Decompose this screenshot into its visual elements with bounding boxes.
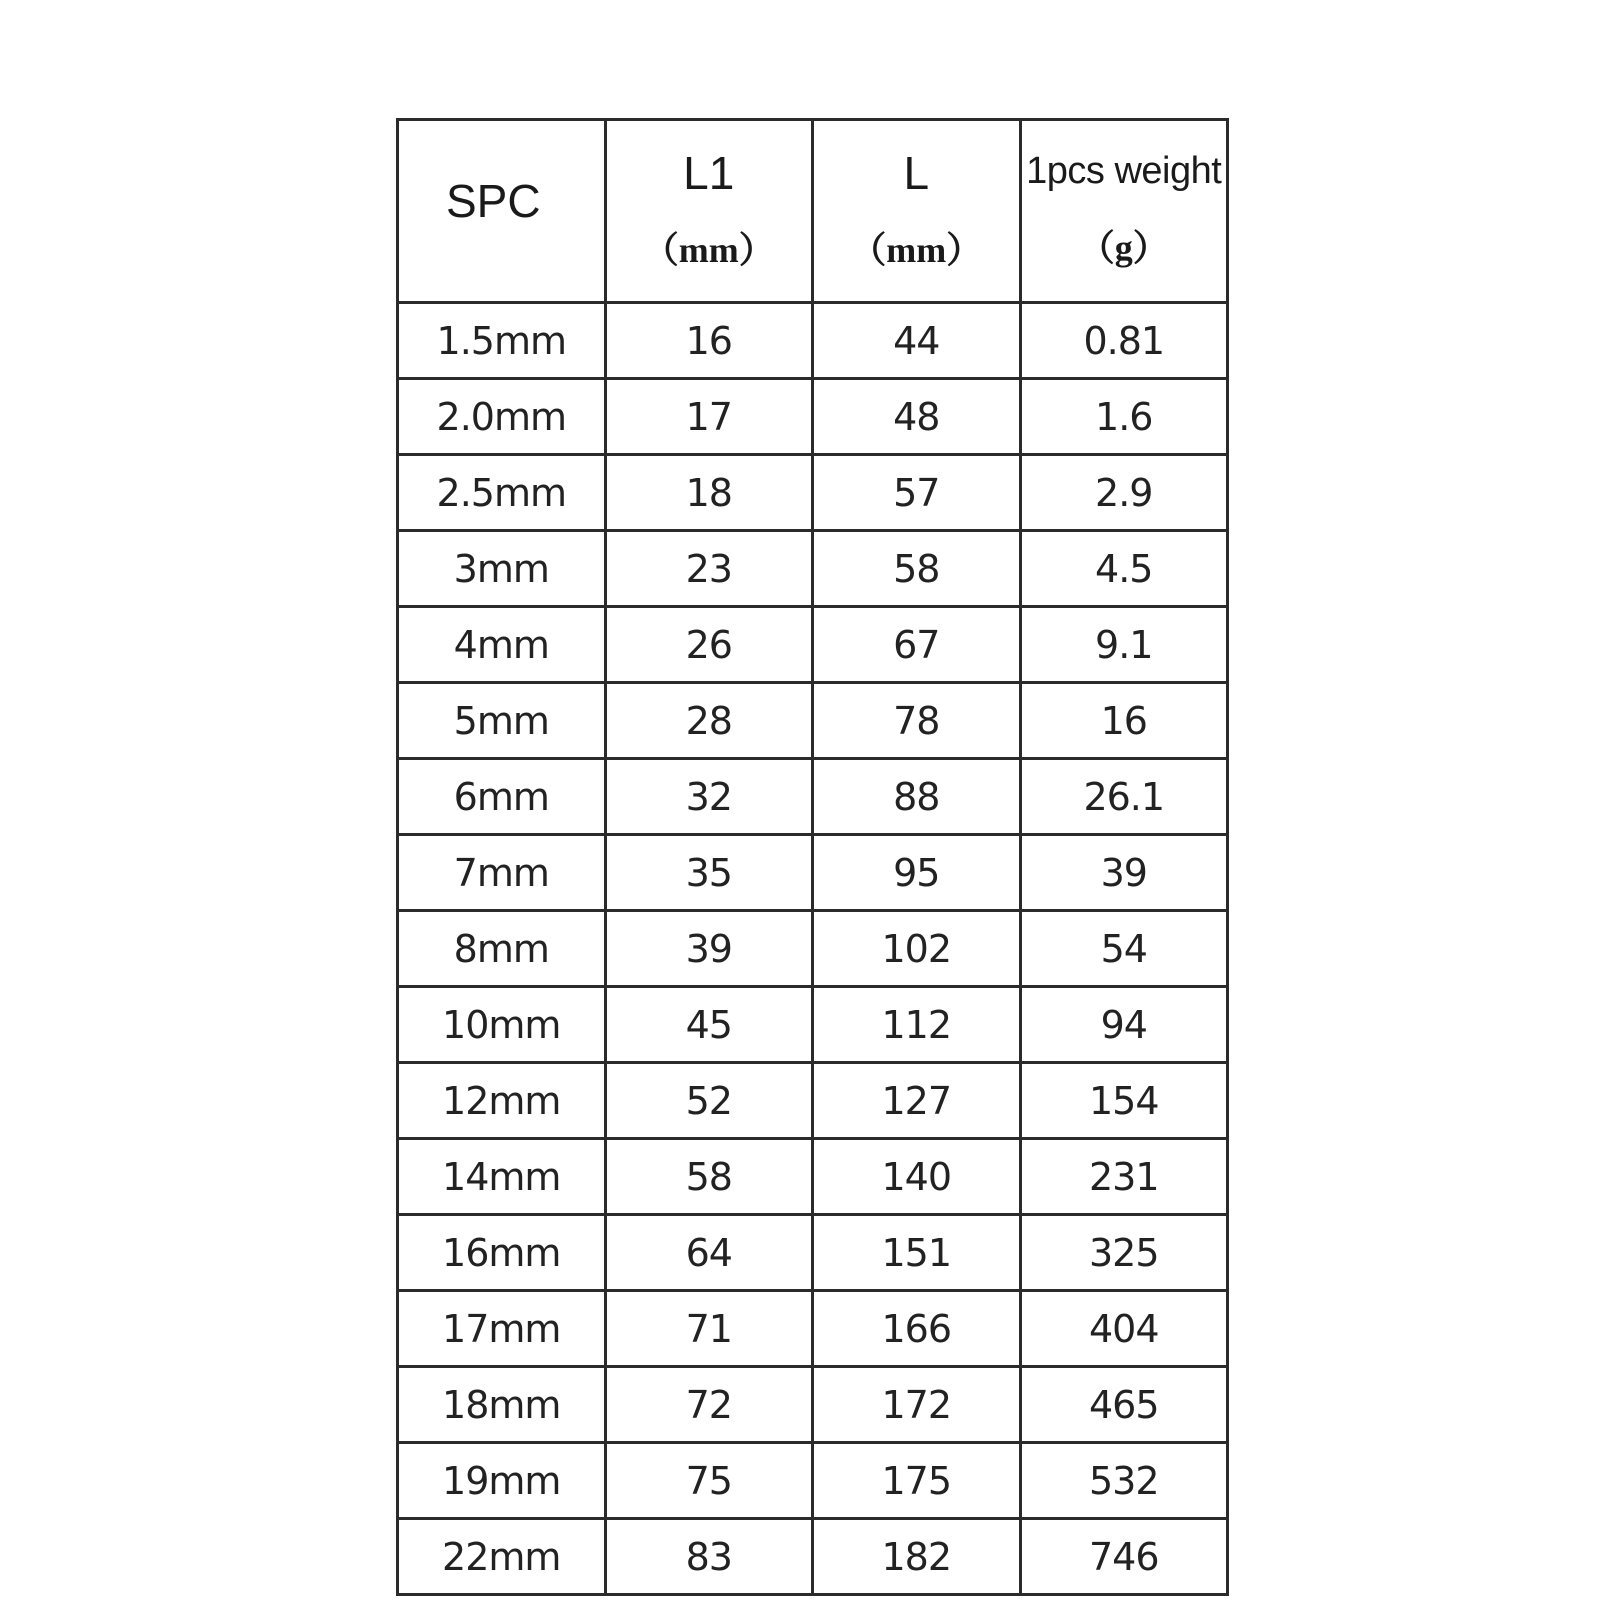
cell-weight: 231 bbox=[1020, 1139, 1228, 1215]
cell-weight: 465 bbox=[1020, 1367, 1228, 1443]
cell-spc: 10mm bbox=[398, 987, 606, 1063]
cell-spc: 3mm bbox=[398, 531, 606, 607]
header-l1-label: L1 bbox=[683, 146, 735, 199]
cell-l: 151 bbox=[813, 1215, 1021, 1291]
cell-l1: 39 bbox=[605, 911, 813, 987]
cell-l: 95 bbox=[813, 835, 1021, 911]
header-l1 bbox=[605, 120, 813, 303]
cell-spc: 17mm bbox=[398, 1291, 606, 1367]
header-spc bbox=[398, 120, 606, 303]
table-row bbox=[398, 1443, 1228, 1519]
cell-l: 172 bbox=[813, 1367, 1021, 1443]
table-row bbox=[398, 911, 1228, 987]
table-row bbox=[398, 531, 1228, 607]
cell-l1: 83 bbox=[605, 1519, 813, 1595]
cell-l: 88 bbox=[813, 759, 1021, 835]
table-row bbox=[398, 1215, 1228, 1291]
cell-l: 48 bbox=[813, 379, 1021, 455]
cell-l1: 64 bbox=[605, 1215, 813, 1291]
header-weight bbox=[1020, 120, 1228, 303]
cell-weight: 4.5 bbox=[1020, 531, 1228, 607]
cell-l: 182 bbox=[813, 1519, 1021, 1595]
cell-l: 78 bbox=[813, 683, 1021, 759]
cell-spc: 22mm bbox=[398, 1519, 606, 1595]
header-l-label: L bbox=[903, 146, 930, 199]
cell-weight: 54 bbox=[1020, 911, 1228, 987]
table-row bbox=[398, 759, 1228, 835]
cell-l1: 52 bbox=[605, 1063, 813, 1139]
cell-spc: 19mm bbox=[398, 1443, 606, 1519]
spec-table bbox=[396, 118, 1229, 1596]
table-row bbox=[398, 455, 1228, 531]
cell-weight: 154 bbox=[1020, 1063, 1228, 1139]
cell-spc: 12mm bbox=[398, 1063, 606, 1139]
cell-spc: 4mm bbox=[398, 607, 606, 683]
header-row bbox=[398, 120, 1228, 303]
cell-spc: 1.5mm bbox=[398, 303, 606, 379]
cell-l: 44 bbox=[813, 303, 1021, 379]
cell-weight: 9.1 bbox=[1020, 607, 1228, 683]
cell-l1: 45 bbox=[605, 987, 813, 1063]
cell-l: 140 bbox=[813, 1139, 1021, 1215]
cell-spc: 2.5mm bbox=[398, 455, 606, 531]
cell-l: 57 bbox=[813, 455, 1021, 531]
table-body bbox=[398, 303, 1228, 1595]
table-row bbox=[398, 1139, 1228, 1215]
cell-weight: 94 bbox=[1020, 987, 1228, 1063]
cell-weight: 26.1 bbox=[1020, 759, 1228, 835]
table-row bbox=[398, 987, 1228, 1063]
cell-l1: 72 bbox=[605, 1367, 813, 1443]
cell-l1: 32 bbox=[605, 759, 813, 835]
cell-l1: 75 bbox=[605, 1443, 813, 1519]
cell-l: 112 bbox=[813, 987, 1021, 1063]
cell-l: 127 bbox=[813, 1063, 1021, 1139]
table-header bbox=[398, 120, 1228, 303]
cell-spc: 18mm bbox=[398, 1367, 606, 1443]
header-weight-unit: （g） bbox=[1078, 227, 1169, 268]
header-spc-label: SPC bbox=[445, 175, 541, 227]
table-row bbox=[398, 607, 1228, 683]
cell-l: 175 bbox=[813, 1443, 1021, 1519]
table-row bbox=[398, 835, 1228, 911]
cell-l1: 28 bbox=[605, 683, 813, 759]
table-row bbox=[398, 683, 1228, 759]
cell-l: 166 bbox=[813, 1291, 1021, 1367]
cell-spc: 5mm bbox=[398, 683, 606, 759]
cell-l: 67 bbox=[813, 607, 1021, 683]
cell-weight: 746 bbox=[1020, 1519, 1228, 1595]
cell-l1: 16 bbox=[605, 303, 813, 379]
header-weight-label: 1pcs weight bbox=[1026, 149, 1222, 192]
cell-spc: 16mm bbox=[398, 1215, 606, 1291]
cell-weight: 325 bbox=[1020, 1215, 1228, 1291]
cell-l1: 18 bbox=[605, 455, 813, 531]
table-row bbox=[398, 1519, 1228, 1595]
cell-l: 102 bbox=[813, 911, 1021, 987]
cell-spc: 6mm bbox=[398, 759, 606, 835]
cell-l1: 58 bbox=[605, 1139, 813, 1215]
cell-l: 58 bbox=[813, 531, 1021, 607]
cell-l1: 71 bbox=[605, 1291, 813, 1367]
header-l-unit: （mm） bbox=[850, 229, 983, 270]
cell-weight: 1.6 bbox=[1020, 379, 1228, 455]
header-l bbox=[813, 120, 1021, 303]
table-row bbox=[398, 1291, 1228, 1367]
cell-spc: 14mm bbox=[398, 1139, 606, 1215]
cell-weight: 39 bbox=[1020, 835, 1228, 911]
table-row bbox=[398, 379, 1228, 455]
cell-spc: 7mm bbox=[398, 835, 606, 911]
cell-l1: 35 bbox=[605, 835, 813, 911]
cell-weight: 0.81 bbox=[1020, 303, 1228, 379]
cell-l1: 23 bbox=[605, 531, 813, 607]
cell-l1: 26 bbox=[605, 607, 813, 683]
cell-weight: 532 bbox=[1020, 1443, 1228, 1519]
table-row bbox=[398, 1063, 1228, 1139]
cell-weight: 404 bbox=[1020, 1291, 1228, 1367]
cell-l1: 17 bbox=[605, 379, 813, 455]
table-row bbox=[398, 303, 1228, 379]
cell-spc: 2.0mm bbox=[398, 379, 606, 455]
cell-weight: 16 bbox=[1020, 683, 1228, 759]
cell-weight: 2.9 bbox=[1020, 455, 1228, 531]
header-l1-unit: （mm） bbox=[642, 229, 775, 270]
table-row bbox=[398, 1367, 1228, 1443]
cell-spc: 8mm bbox=[398, 911, 606, 987]
